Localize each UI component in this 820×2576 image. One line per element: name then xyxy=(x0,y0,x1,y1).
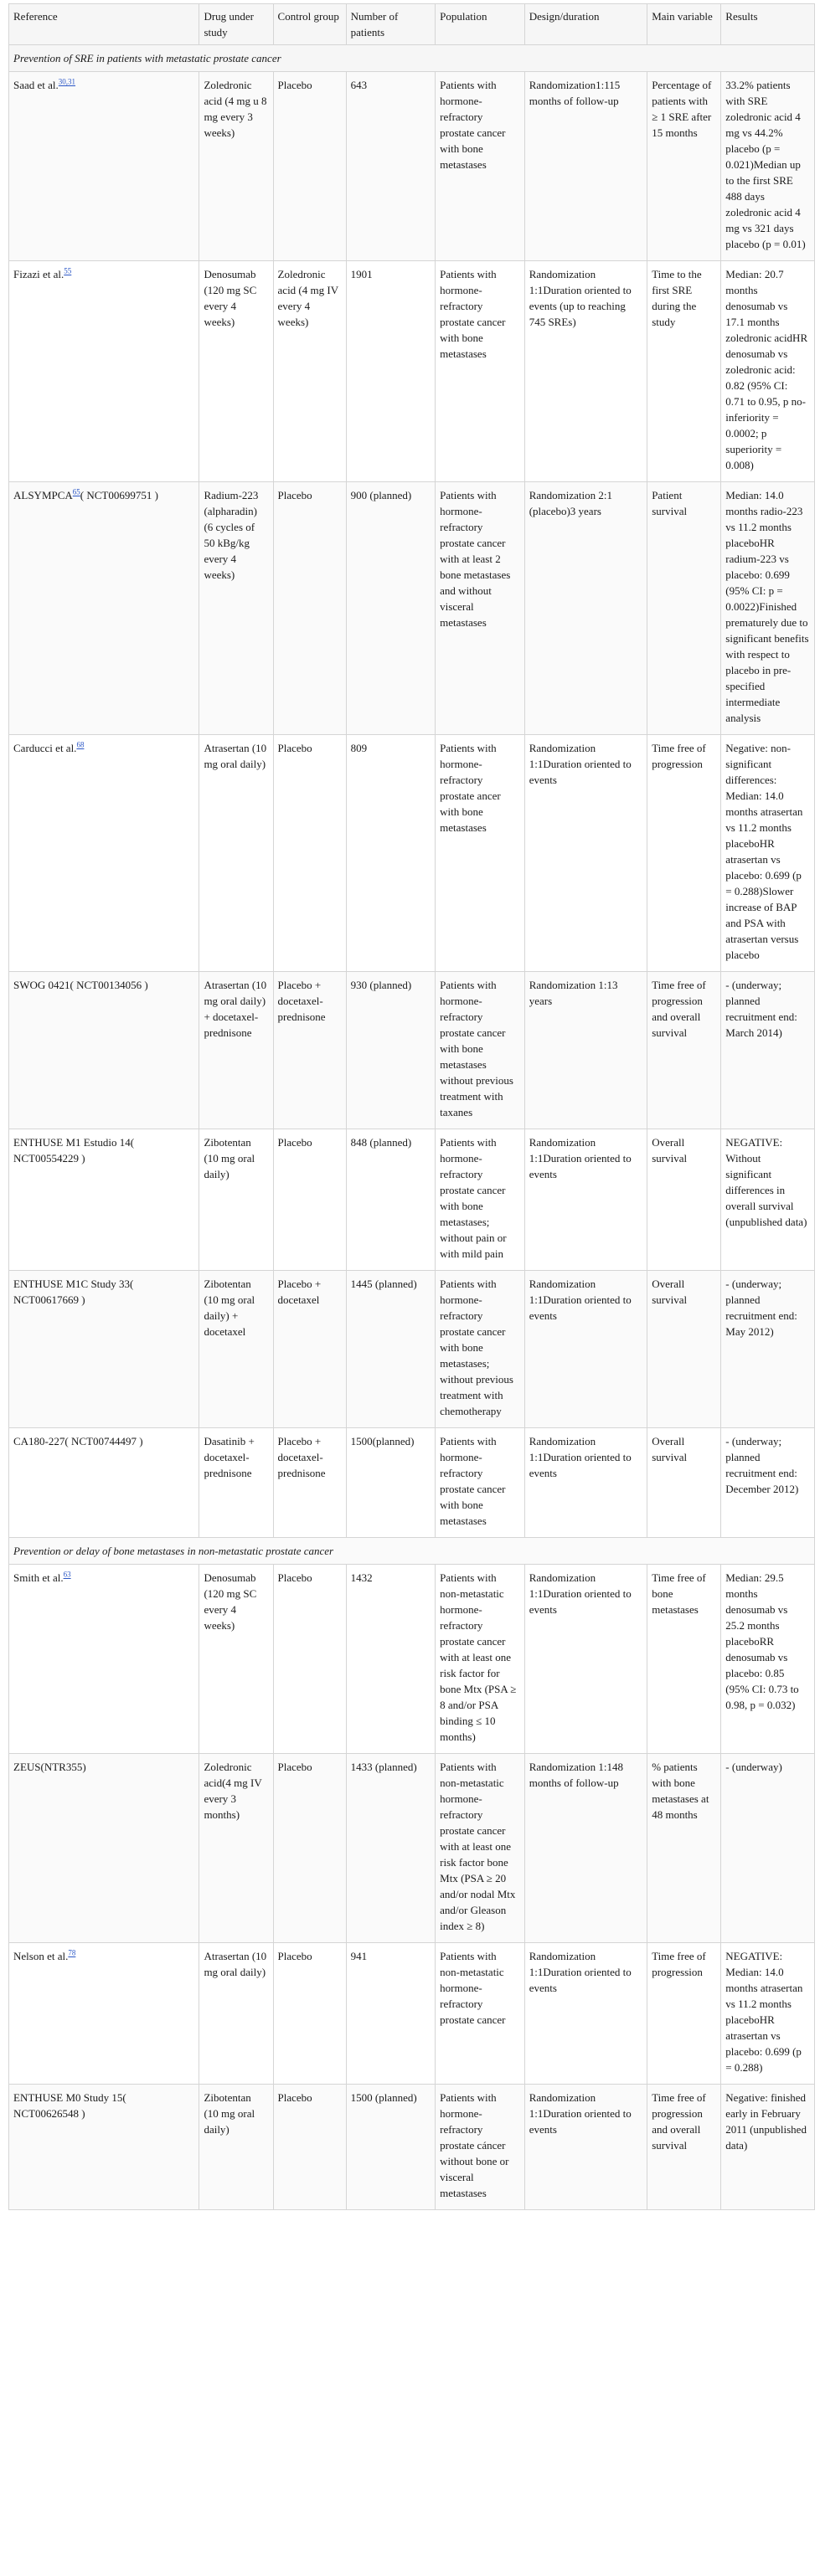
section-row xyxy=(9,45,815,72)
variable-cell: Patient survival xyxy=(647,482,721,735)
drug-cell: Zibotentan (10 mg oral daily) xyxy=(199,2085,273,2210)
design-cell: Randomization 1:148 months of follow-up xyxy=(524,1754,647,1943)
reference-name: Saad et al. xyxy=(13,79,59,91)
header-results: Results xyxy=(721,4,815,45)
drug-cell: Denosumab (120 mg SC every 4 weeks) xyxy=(199,261,273,482)
results-cell: 33.2% patients with SRE zoledronic acid 4 mg vs 44.2% placebo (p = 0.021)Median up to the first SRE 488 days zoledronic acid 4 mg vs 321 days placebo (p = 0.01) xyxy=(721,72,815,261)
control-cell: Placebo xyxy=(273,72,346,261)
reference-cell xyxy=(9,1129,199,1271)
population-cell: Patients with hormone-refractory prostate cáncer without bone or visceral metastases xyxy=(436,2085,525,2210)
reference-name: ENTHUSE M1C Study 33 xyxy=(13,1278,131,1290)
trial-id: ( NCT00626548 ) xyxy=(13,2091,126,2120)
population-cell: Patients with hormone-refractory prostate ancer with bone metastases xyxy=(436,735,525,972)
control-cell: Placebo xyxy=(273,1129,346,1271)
citation-link[interactable]: 30,31 xyxy=(58,77,76,86)
patients-cell: 930 (planned) xyxy=(346,972,436,1129)
population-cell: Patients with hormone-refractory prostate cancer with bone metastases; without previous treatment with chemotherapy xyxy=(436,1271,525,1428)
control-cell: Placebo xyxy=(273,482,346,735)
table-row xyxy=(9,261,815,482)
variable-cell: Time free of progression xyxy=(647,735,721,972)
control-cell: Placebo + docetaxel-prednisone xyxy=(273,972,346,1129)
design-cell: Randomization 1:1Duration oriented to events xyxy=(524,1428,647,1538)
patients-cell: 809 xyxy=(346,735,436,972)
patients-cell: 1433 (planned) xyxy=(346,1754,436,1943)
table-row xyxy=(9,1428,815,1538)
reference-cell xyxy=(9,735,199,972)
results-cell: Negative: finished early in February 2011 (unpublished data) xyxy=(721,2085,815,2210)
design-cell: Randomization 2:1 (placebo)3 years xyxy=(524,482,647,735)
header-variable: Main variable xyxy=(647,4,721,45)
patients-cell: 1500 (planned) xyxy=(346,2085,436,2210)
variable-cell: Overall survival xyxy=(647,1129,721,1271)
trial-id: ( NCT00699751 ) xyxy=(80,489,158,501)
citation-link[interactable]: 63 xyxy=(63,1570,71,1579)
population-cell: Patients with non-metastatic hormone-refractory prostate cancer with at least one risk factor bone Mtx (PSA ≥ 20 and/or nodal Mtx and/or Gleason index ≥ 8) xyxy=(436,1754,525,1943)
drug-cell: Zoledronic acid(4 mg IV every 3 months) xyxy=(199,1754,273,1943)
drug-cell: Zoledronic acid (4 mg u 8 mg every 3 weeks) xyxy=(199,72,273,261)
patients-cell: 941 xyxy=(346,1943,436,2085)
results-cell: Negative: non-significant differences: Median: 14.0 months atrasertan vs 11.2 months placeboHR atrasertan vs placebo: 0.699 (p = 0.288)Slower increase of BAP and PSA with atrasertan versus placebo xyxy=(721,735,815,972)
population-cell: Patients with hormone-refractory prostate cancer with bone metastases xyxy=(436,1428,525,1538)
citation-link[interactable]: 78 xyxy=(68,1948,76,1957)
patients-cell: 1432 xyxy=(346,1565,436,1754)
reference-name: ENTHUSE M1 Estudio 14 xyxy=(13,1136,131,1149)
drug-cell: Zibotentan (10 mg oral daily) xyxy=(199,1129,273,1271)
header-control: Control group xyxy=(273,4,346,45)
results-cell: - (underway) xyxy=(721,1754,815,1943)
control-cell: Placebo xyxy=(273,1754,346,1943)
variable-cell: Overall survival xyxy=(647,1271,721,1428)
reference-name: Nelson et al. xyxy=(13,1950,69,1962)
reference-cell xyxy=(9,1428,199,1538)
design-cell: Randomization 1:1Duration oriented to events xyxy=(524,2085,647,2210)
control-cell: Placebo xyxy=(273,1565,346,1754)
header-drug: Drug under study xyxy=(199,4,273,45)
patients-cell: 1445 (planned) xyxy=(346,1271,436,1428)
table-row xyxy=(9,482,815,735)
variable-cell: Time free of progression and overall survival xyxy=(647,2085,721,2210)
results-cell: NEGATIVE: Without significant differences in overall survival (unpublished data) xyxy=(721,1129,815,1271)
variable-cell: Time to the first SRE during the study xyxy=(647,261,721,482)
results-cell: - (underway; planned recruitment end: March 2014) xyxy=(721,972,815,1129)
citation-link[interactable]: 55 xyxy=(64,266,72,275)
reference-name: Carducci et al. xyxy=(13,742,77,754)
variable-cell: Percentage of patients with ≥ 1 SRE after 15 months xyxy=(647,72,721,261)
reference-cell xyxy=(9,1271,199,1428)
header-design: Design/duration xyxy=(524,4,647,45)
header-population: Population xyxy=(436,4,525,45)
reference-name: Fizazi et al. xyxy=(13,268,64,280)
patients-cell: 848 (planned) xyxy=(346,1129,436,1271)
design-cell: Randomization 1:13 years xyxy=(524,972,647,1129)
reference-cell xyxy=(9,972,199,1129)
control-cell: Placebo xyxy=(273,2085,346,2210)
table-row xyxy=(9,1129,815,1271)
design-cell: Randomization 1:1Duration oriented to events (up to reaching 745 SREs) xyxy=(524,261,647,482)
table-row xyxy=(9,1754,815,1943)
results-cell: Median: 20.7 months denosumab vs 17.1 months zoledronic acidHR denosumab vs zoledronic acid: 0.82 (95% CI: 0.71 to 0.95, p no-inferiority = 0.0002; p superiority = 0.008) xyxy=(721,261,815,482)
population-cell: Patients with hormone-refractory prostate cancer with at least 2 bone metastases and without visceral metastases xyxy=(436,482,525,735)
drug-cell: Radium-223 (alpharadin) (6 cycles of 50 kBg/kg every 4 weeks) xyxy=(199,482,273,735)
drug-cell: Zibotentan (10 mg oral daily) + docetaxel xyxy=(199,1271,273,1428)
reference-cell xyxy=(9,482,199,735)
population-cell: Patients with non-metastatic hormone-refractory prostate cancer xyxy=(436,1943,525,2085)
design-cell: Randomization1:115 months of follow-up xyxy=(524,72,647,261)
section-title: Prevention of SRE in patients with metastatic prostate cancer xyxy=(9,45,815,72)
header-reference: Reference xyxy=(9,4,199,45)
results-cell: - (underway; planned recruitment end: May 2012) xyxy=(721,1271,815,1428)
reference-cell xyxy=(9,261,199,482)
table-row xyxy=(9,735,815,972)
trial-id: ( NCT00744497 ) xyxy=(64,1435,143,1447)
reference-name: Smith et al. xyxy=(13,1571,64,1584)
results-cell: Median: 29.5 months denosumab vs 25.2 months placeboRR denosumab vs placebo: 0.85 (95% CI: 0.73 to 0.98, p = 0.032) xyxy=(721,1565,815,1754)
control-cell: Placebo + docetaxel xyxy=(273,1271,346,1428)
reference-cell xyxy=(9,1565,199,1754)
table-row xyxy=(9,1943,815,2085)
table-row xyxy=(9,972,815,1129)
reference-name: ENTHUSE M0 Study 15 xyxy=(13,2091,123,2104)
control-cell: Zoledronic acid (4 mg IV every 4 weeks) xyxy=(273,261,346,482)
patients-cell: 1901 xyxy=(346,261,436,482)
design-cell: Randomization 1:1Duration oriented to events xyxy=(524,1271,647,1428)
reference-cell xyxy=(9,72,199,261)
citation-link[interactable]: 68 xyxy=(76,740,85,749)
patients-cell: 900 (planned) xyxy=(346,482,436,735)
design-cell: Randomization 1:1Duration oriented to events xyxy=(524,1943,647,2085)
table-row xyxy=(9,1565,815,1754)
variable-cell: Time free of progression and overall survival xyxy=(647,972,721,1129)
reference-cell xyxy=(9,2085,199,2210)
trial-id: ( NCT00134056 ) xyxy=(70,979,148,991)
population-cell: Patients with hormone-refractory prostate cancer with bone metastases xyxy=(436,72,525,261)
section-title: Prevention or delay of bone metastases in non-metastatic prostate cancer xyxy=(9,1538,815,1565)
control-cell: Placebo xyxy=(273,735,346,972)
drug-cell: Dasatinib + docetaxel-prednisone xyxy=(199,1428,273,1538)
population-cell: Patients with hormone-refractory prostate cancer with bone metastases without previous treatment with taxanes xyxy=(436,972,525,1129)
drug-cell: Atrasertan (10 mg oral daily) + docetaxel-prednisone xyxy=(199,972,273,1129)
drug-cell: Atrasertan (10 mg oral daily) xyxy=(199,1943,273,2085)
control-cell: Placebo xyxy=(273,1943,346,2085)
citation-link[interactable]: 65 xyxy=(72,487,80,496)
reference-name: SWOG 0421 xyxy=(13,979,70,991)
design-cell: Randomization 1:1Duration oriented to events xyxy=(524,1129,647,1271)
table-row xyxy=(9,72,815,261)
design-cell: Randomization 1:1Duration oriented to events xyxy=(524,735,647,972)
population-cell: Patients with hormone-refractory prostate cancer with bone metastases xyxy=(436,261,525,482)
table-row xyxy=(9,2085,815,2210)
population-cell: Patients with non-metastatic hormone-refractory prostate cancer with at least one risk factor for bone Mtx (PSA ≥ 8 and/or PSA binding ≤ 10 months) xyxy=(436,1565,525,1754)
variable-cell: % patients with bone metastases at 48 months xyxy=(647,1754,721,1943)
header-row xyxy=(9,4,815,45)
variable-cell: Overall survival xyxy=(647,1428,721,1538)
variable-cell: Time free of bone metastases xyxy=(647,1565,721,1754)
reference-cell xyxy=(9,1754,199,1943)
trial-id: ( NCT00617669 ) xyxy=(13,1278,134,1306)
results-cell: NEGATIVE: Median: 14.0 months atrasertan vs 11.2 months placeboHR atrasertan vs placebo: 0.699 (p = 0.288) xyxy=(721,1943,815,2085)
drug-cell: Denosumab (120 mg SC every 4 weeks) xyxy=(199,1565,273,1754)
table-row xyxy=(9,1271,815,1428)
trials-table xyxy=(8,3,815,2210)
design-cell: Randomization 1:1Duration oriented to events xyxy=(524,1565,647,1754)
table-body xyxy=(9,45,815,2210)
results-cell: - (underway; planned recruitment end: December 2012) xyxy=(721,1428,815,1538)
population-cell: Patients with hormone-refractory prostate cancer with bone metastases; without pain or with mild pain xyxy=(436,1129,525,1271)
results-cell: Median: 14.0 months radio-223 vs 11.2 months placeboHR radium-223 vs placebo: 0.699 (95% CI: p = 0.0022)Finished prematurely due to significant benefits with respect to placebo in pre-specified intermediate analysis xyxy=(721,482,815,735)
reference-name: CA180-227 xyxy=(13,1435,65,1447)
patients-cell: 643 xyxy=(346,72,436,261)
trial-id: ( NCT00554229 ) xyxy=(13,1136,135,1165)
section-row xyxy=(9,1538,815,1565)
control-cell: Placebo + docetaxel-prednisone xyxy=(273,1428,346,1538)
reference-name: ALSYMPCA xyxy=(13,489,73,501)
patients-cell: 1500(planned) xyxy=(346,1428,436,1538)
drug-cell: Atrasertan (10 mg oral daily) xyxy=(199,735,273,972)
header-patients: Number of patients xyxy=(346,4,436,45)
variable-cell: Time free of progression xyxy=(647,1943,721,2085)
reference-name: ZEUS(NTR355) xyxy=(13,1761,86,1773)
reference-cell xyxy=(9,1943,199,2085)
